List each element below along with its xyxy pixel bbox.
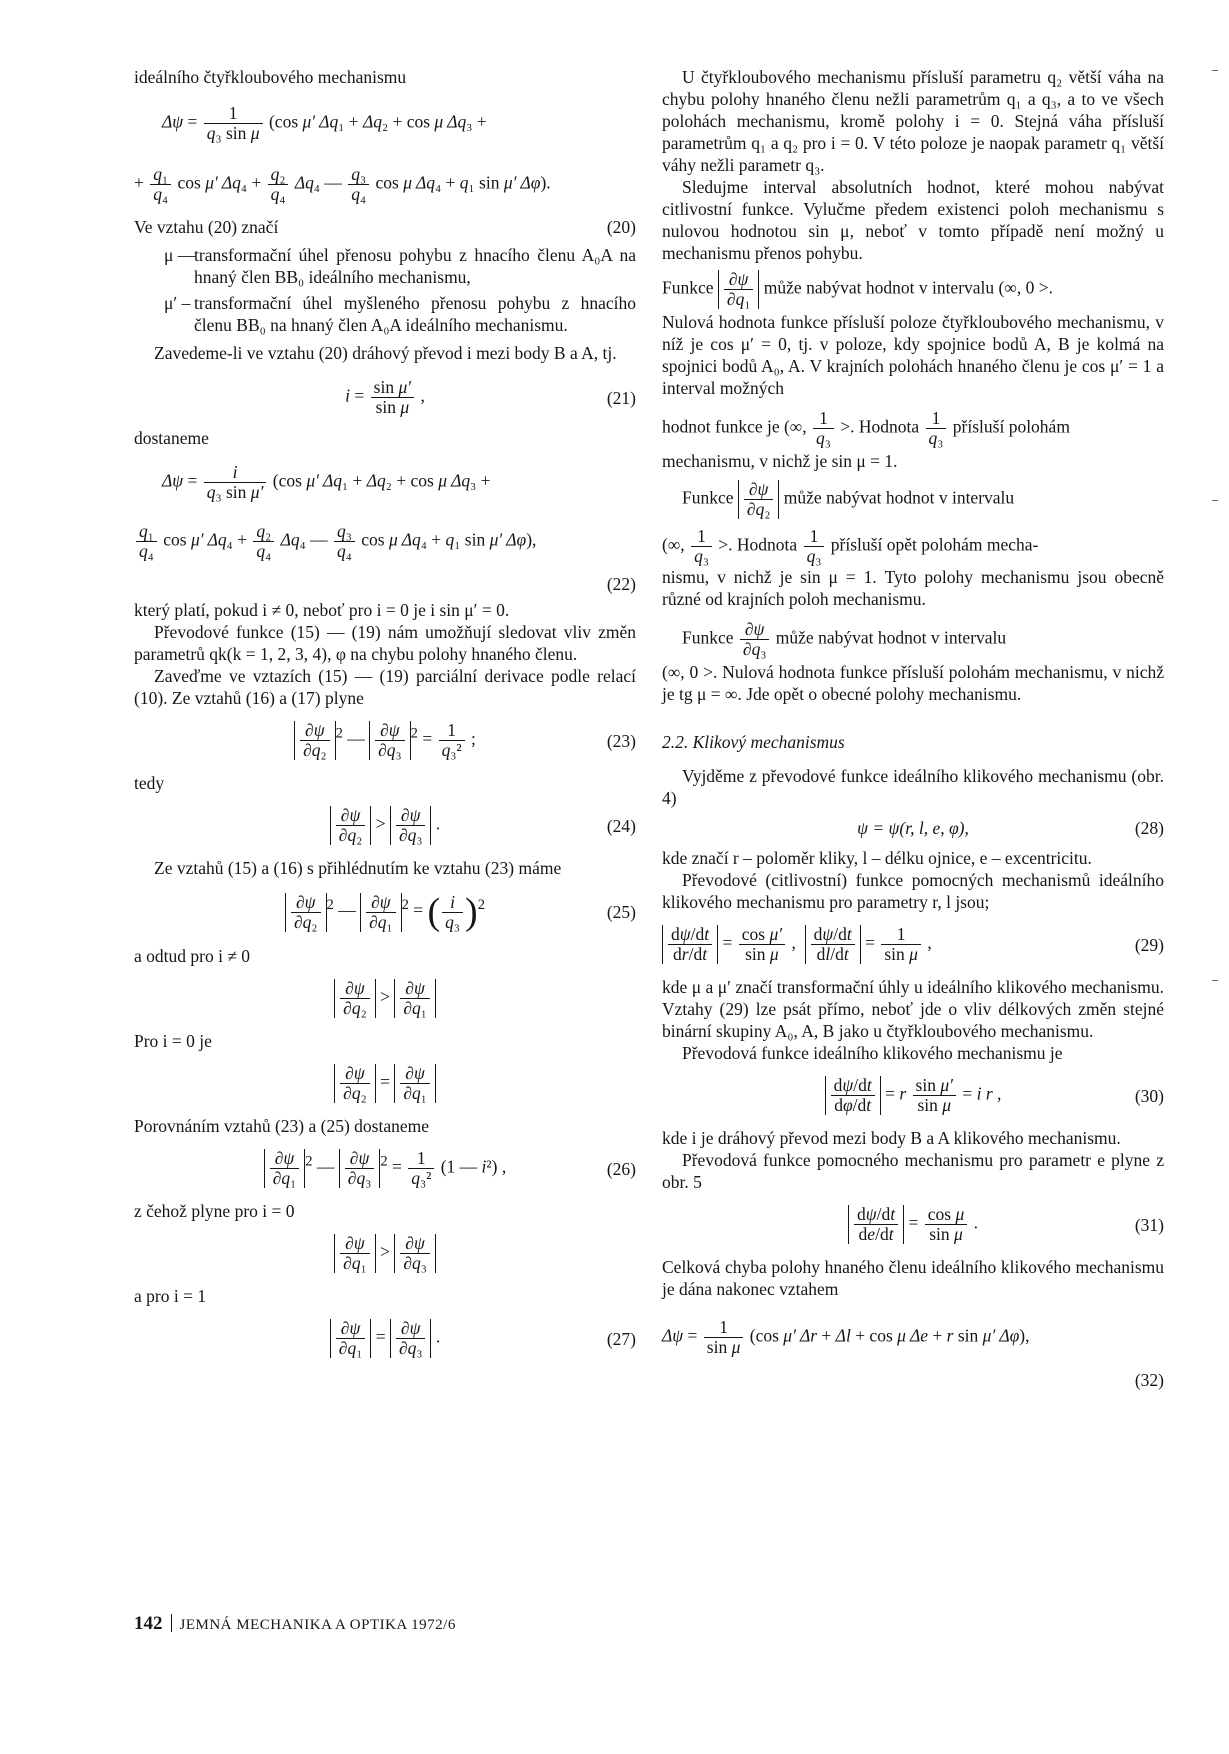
- paragraph: Vyjděme z převodové funkce ideálního klikového mechanismu (obr. 4): [662, 766, 1164, 808]
- paragraph: kde μ a μ′ značí transformační úhly u ideálního klikového mechanismu. Vztahy (29) lze psát přímo, neboť jde o vliv délkových změn stejné binární skupiny A₀, A, B jako u čtyřkloubového mechanismu.: [662, 977, 1164, 1041]
- paragraph: z čehož plyne pro i = 0: [134, 1201, 295, 1221]
- definition-mu: μ — transformační úhel přenosu pohybu z hnacího členu A₀A na hnaný člen BB₀ ideálního mechanismu,: [164, 245, 636, 287]
- equation-number: (29): [1134, 934, 1164, 955]
- equation-number: (27): [606, 1328, 636, 1349]
- paragraph: Sledujme interval absolutních hodnot, které mohou nabývat citlivostní funkce. Vylučme předem existenci poloh mechanismu s nulovou hodnotou sin μ, neboť v tomto případě není možný u mechanismu přenos pohybu.: [662, 177, 1164, 263]
- paragraph: Převodová funkce pomocného mechanismu pro parametr e plyne z obr. 5: [662, 1150, 1164, 1192]
- margin-mark: [1212, 70, 1218, 71]
- equation-number: (26): [606, 1158, 636, 1179]
- equation-31: $\frac{d\psi/dt}{de/dt}$ = $\frac{\text{cos μ}}{\text{sin μ}}$ . (31): [662, 1205, 1164, 1244]
- equation-number: (25): [606, 902, 636, 922]
- equation-number: (23): [606, 730, 636, 751]
- equation-23: $\frac{\partial\psi}{\text{∂q₂}}$ $^2$ — $\frac{\partial\psi}{\text{∂q₃}}$ $^2$ = $\frac{1}{\text{q₃²}}$ ; (23): [134, 721, 636, 760]
- footer-divider: [171, 1614, 172, 1632]
- sentence-with-formula: Funkce $\frac{\partial\psi}{\text{∂q₁}}$ může nabývat hodnot v intervalu (∞, 0 >.: [662, 269, 1053, 309]
- paragraph: a pro i = 1: [134, 1286, 207, 1306]
- equation-24: $\frac{\partial\psi}{\text{∂q₂}}$ > $\frac{\partial\psi}{\text{∂q₃}}$ . (24): [134, 806, 636, 845]
- equation-27: $\frac{\partial\psi}{\text{∂q₁}}$ = $\frac{\partial\psi}{\text{∂q₃}}$ . (27): [134, 1319, 636, 1358]
- equation-20-continued: + $\frac{\text{q₁}}{\text{q₄}}$ cos μ′ Δq₄ + $\frac{\text{q₂}}{\text{q₄}}$ Δq₄ — $\frac{\text{q₃}}{\text{q₄}}$ cos μ Δq₄ + q₁ sin μ′ Δφ).: [134, 164, 551, 204]
- left-column: [134, 66, 636, 1370]
- paragraph: který platí, pokud i ≠ 0, neboť pro i = 0 je i sin μ′ = 0.: [134, 600, 510, 620]
- equation-number: (30): [1134, 1085, 1164, 1106]
- sentence-with-formula: Funkce $\frac{\partial\psi}{\text{∂q₂}}$ může nabývat hodnot v intervalu: [682, 479, 1015, 519]
- definition-list: [164, 244, 636, 336]
- paragraph: (∞, 0 >. Nulová hodnota funkce přísluší polohám mechanismu, v nichž je tg μ = ∞. Jde opět o obecné polohy mechanismu.: [662, 662, 1164, 704]
- equation-number: (20): [606, 217, 636, 237]
- equation-32: Δψ = $\frac{1}{\text{sin μ}}$ (cos μ′ Δr + Δl + cos μ Δe + r sin μ′ Δφ), (32): [662, 1317, 1164, 1390]
- margin-mark: [1212, 980, 1218, 981]
- sentence-with-formula: hodnot funkce je (∞, $\frac{1}{\text{q₃}}$ >. Hodnota $\frac{1}{\text{q₃}}$ přísluší polohám: [662, 408, 1070, 448]
- equality: $\frac{\partial\psi}{\text{∂q₂}}$ = $\frac{\partial\psi}{\text{∂q₁}}$: [134, 1064, 636, 1103]
- inequality: $\frac{\partial\psi}{\text{∂q₁}}$ > $\frac{\partial\psi}{\text{∂q₃}}$: [134, 1234, 636, 1273]
- paragraph: Převodové (citlivostní) funkce pomocných mechanismů ideálního klikového mechanismu pro parametry r, l jsou;: [662, 870, 1164, 912]
- equation-25: $\frac{\partial\psi}{\text{∂q₂}}$ $^2$ — $\frac{\partial\psi}{\text{∂q₁}}$ $^2$ = ( $\frac{i}{\text{q₃}}$ )$^2$ (25): [134, 891, 636, 933]
- equation-number: (32): [1134, 1370, 1164, 1390]
- equation-26: $\frac{\partial\psi}{\text{∂q₁}}$ $^2$ — $\frac{\partial\psi}{\text{∂q₃}}$ $^2$ = $\frac{1}{\text{q₃²}}$ (1 — i²) , (26): [134, 1149, 636, 1188]
- paragraph: U čtyřkloubového mechanismu přísluší parametru q₂ větší váha na chybu polohy hnaného členu nežli parametrům q₁ a q₃, a to ve všech polohách mechanismu, kromě polohy i = 0. Stejná váha přísluší parametrům q₁ a q₂ pro i = 0. V této poloze je naopak parametr q₁ větší váhy nežli parametr q₃.: [662, 67, 1164, 175]
- paragraph: Nulová hodnota funkce přísluší poloze čtyřkloubového mechanismu, v níž je cos μ′ = 0, tj. v poloze, kdy spojnice bodů A, B je kolmá na spojnici bodů A₀, A. V krajních polohách hnaného členu je cos μ′ = 1 a interval možných: [662, 312, 1164, 398]
- equation-30: $\frac{d\psi/dt}{d\varphi/dt}$ = r $\frac{\text{sin μ′}}{\text{sin μ}}$ = i r , (30): [662, 1076, 1164, 1115]
- equation-number: (28): [1134, 818, 1164, 838]
- paragraph: dostaneme: [134, 428, 209, 448]
- definition-mu-prime: μ′ – transformační úhel myšleného přenosu pohybu z hnacího členu BB₀ na hnaný člen A₀A ideálního mechanismu.: [164, 293, 636, 335]
- paragraph: tedy: [134, 773, 165, 793]
- paragraph-with-number: Ve vztahu (20) značí (20): [134, 217, 636, 237]
- paragraph: Celková chyba polohy hnaného členu ideálního klikového mechanismu je dána nakonec vztahem: [662, 1257, 1164, 1299]
- equation-number: (22): [606, 574, 636, 594]
- right-column: [662, 66, 1164, 1391]
- equation-number: (24): [606, 815, 636, 836]
- section-heading: 2.2. Klikový mechanismus: [662, 732, 845, 752]
- paragraph: Zaveďme ve vztazích (15) — (19) parciální derivace podle relací (10). Ze vztahů (16) a (17) plyne: [134, 666, 636, 708]
- equation-20: Δψ = $\frac{1}{\text{q₃ sin μ}}$ (cos μ′ Δq₁ + Δq₂ + cos μ Δq₃ +: [162, 103, 487, 143]
- paragraph: Zavedeme-li ve vztahu (20) dráhový převod i mezi body B a A, tj.: [154, 343, 617, 363]
- equation-22: Δψ = $\frac{i}{\text{q₃ sin μ′}}$ (cos μ′ Δq₁ + Δq₂ + cos μ Δq₃ +: [162, 462, 491, 502]
- sentence-with-formula: Funkce $\frac{\partial\psi}{\text{∂q₃}}$ může nabývat hodnot v intervalu: [682, 619, 1007, 659]
- paragraph: a odtud pro i ≠ 0: [134, 946, 251, 966]
- equation-21: i = $\frac{\text{sin μ′}}{\text{sin μ}}$ , (21): [345, 377, 636, 417]
- paragraph: Porovnáním vztahů (23) a (25) dostaneme: [134, 1116, 429, 1136]
- equation-28: ψ = ψ(r, l, e, φ), (28): [857, 818, 1164, 838]
- paragraph: Převodové funkce (15) — (19) nám umožňují sledovat vliv změn parametrů qk(k = 1, 2, 3, 4), φ na chybu polohy hnaného členu.: [134, 622, 636, 664]
- paragraph: ideálního čtyřkloubového mechanismu: [134, 67, 407, 87]
- paragraph: Převodová funkce ideálního klikového mechanismu je: [682, 1043, 1063, 1063]
- page-footer: [134, 1613, 456, 1636]
- equation-29: $\frac{d\psi/dt}{dr/dt}$ = $\frac{\text{cos μ′}}{\text{sin μ}}$ , $\frac{d\psi/dt}{dl/dt}$ = $\frac{1}{\text{sin μ}}$ , (29): [662, 925, 1164, 964]
- sentence-with-formula: (∞, $\frac{1}{\text{q₃}}$ >. Hodnota $\frac{1}{\text{q₃}}$ přísluší opět polohám mecha-: [662, 526, 1039, 566]
- paragraph: Ze vztahů (15) a (16) s přihlédnutím ke vztahu (23) máme: [154, 858, 562, 878]
- paragraph: kde i je dráhový převod mezi body B a A klikového mechanismu.: [662, 1128, 1121, 1148]
- inequality: $\frac{\partial\psi}{\text{∂q₂}}$ > $\frac{\partial\psi}{\text{∂q₁}}$: [134, 979, 636, 1018]
- paragraph: kde značí r – poloměr kliky, l – délku ojnice, e – excentricitu.: [662, 848, 1092, 868]
- equation-number: (31): [1134, 1214, 1164, 1235]
- margin-mark: [1212, 500, 1218, 501]
- paragraph: mechanismu, v nichž je sin μ = 1.: [662, 451, 898, 471]
- journal-name: JEMNÁ MECHANIKA A OPTIKA 1972/6: [179, 1617, 456, 1633]
- page-number: 142: [134, 1613, 163, 1634]
- equation-22-continued: $\frac{\text{q₁}}{\text{q₄}}$ cos μ′ Δq₄ + $\frac{\text{q₂}}{\text{q₄}}$ Δq₄ — $\frac{\text{q₃}}{\text{q₄}}$ cos μ Δq₄ + q₁ sin μ′ Δφ), (22): [134, 522, 636, 561]
- paragraph: nismu, v nichž je sin μ = 1. Tyto polohy mechanismu jsou obecně různé od krajních poloh mechanismu.: [662, 567, 1164, 609]
- equation-number: (21): [606, 387, 636, 408]
- paragraph: Pro i = 0 je: [134, 1031, 212, 1051]
